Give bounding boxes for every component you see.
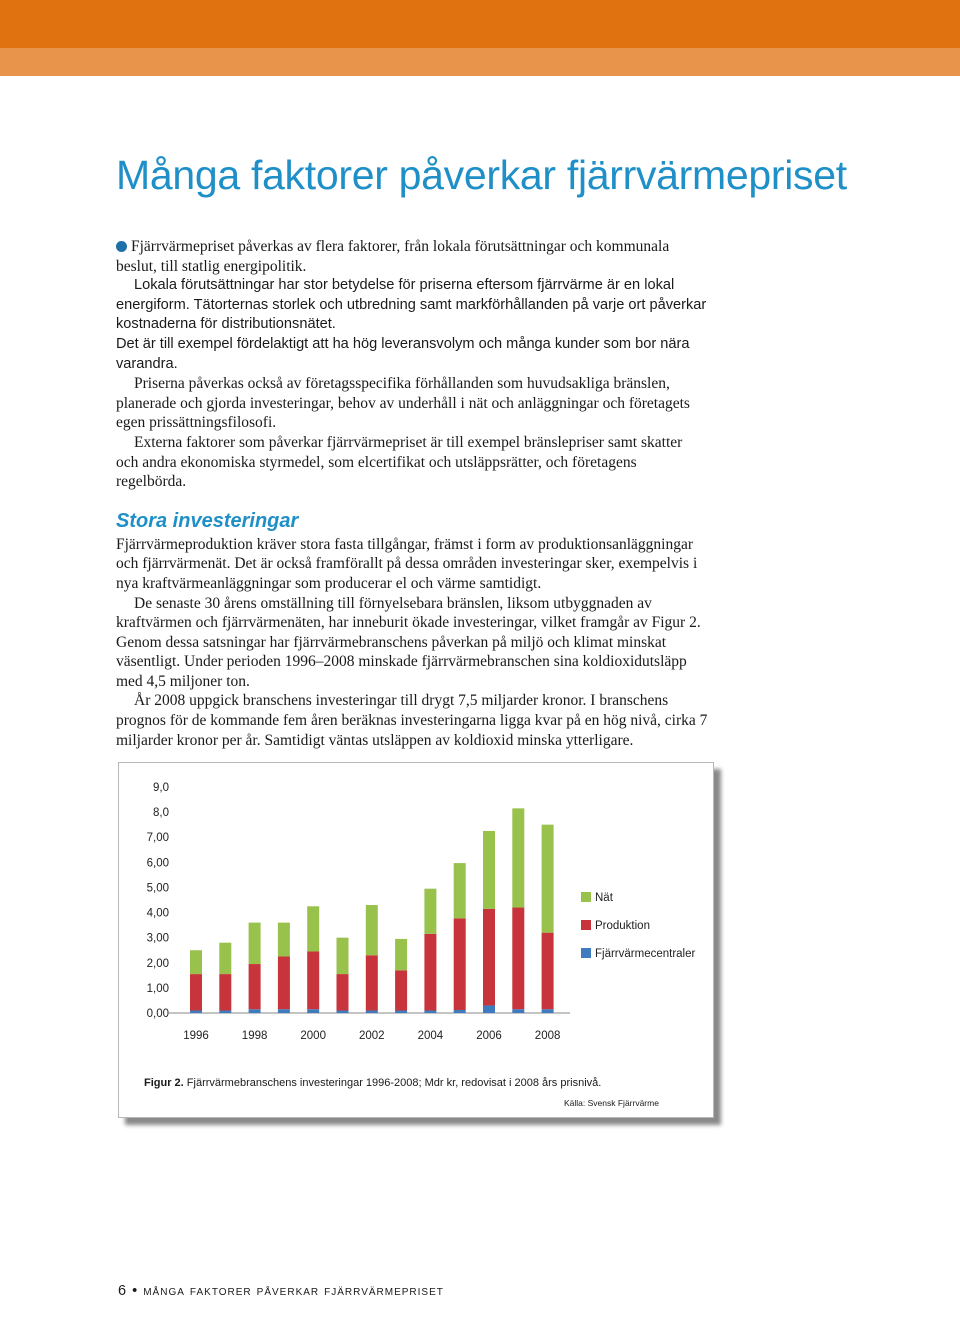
x-tick-label: 2006 <box>476 1030 502 1042</box>
legend-swatch <box>581 948 591 958</box>
x-tick-label: 2008 <box>534 1030 561 1042</box>
paragraph-exempel: Det är till exempel fördelaktigt att ha hög leveransvolym och många kunder som bor nära varandra. <box>116 335 690 372</box>
bar-segment-produktion <box>424 934 436 1011</box>
bar-segment-fjärrvärmecentraler <box>219 1010 231 1013</box>
footer-section-title: många faktorer påverkar fjärrvärmepriset <box>143 1283 444 1299</box>
page-title: Många faktorer påverkar fjärrvärmepriset <box>116 152 847 198</box>
bar-segment-nät <box>483 831 495 909</box>
investment-chart <box>119 763 713 1073</box>
x-tick-label: 1996 <box>183 1030 209 1042</box>
bar-segment-produktion <box>278 957 290 1010</box>
caption-label: Figur 2. <box>144 1077 184 1089</box>
y-tick-label: 5,00 <box>146 882 169 895</box>
y-tick-label: 9,0 <box>153 782 169 794</box>
body-text <box>116 237 708 750</box>
bar-segment-fjärrvärmecentraler <box>337 1010 349 1013</box>
bar-segment-produktion <box>483 909 495 1006</box>
y-tick-label: 0,00 <box>146 1008 169 1020</box>
bar-segment-produktion <box>542 933 554 1010</box>
paragraph-priserna: Priserna påverkas också av företagsspecifika förhållanden som huvudsakliga bränslen, planerade och gjorda investeringar, behov av underhåll i nät och anläggningar och företagets egen prissättningsfilosofi. <box>116 375 690 432</box>
bar-segment-produktion <box>366 955 378 1010</box>
legend-swatch <box>581 892 591 902</box>
x-axis-ticks <box>183 1030 560 1042</box>
y-tick-label: 6,00 <box>146 857 169 870</box>
bar-segment-nät <box>424 889 436 934</box>
x-tick-label: 2002 <box>359 1030 385 1042</box>
paragraph-produktion: Fjärrvärmeproduktion kräver stora fasta tillgångar, främst i form av produktionsanläggningar och fjärrvärmenät. Det är också framförallt på dessa områden investeringar sker, exempelvis i nya kraftvärmeanläggningar som producerar el och värme samtidigt. <box>116 535 698 592</box>
y-axis-ticks <box>147 782 169 1020</box>
bar-segment-fjärrvärmecentraler <box>424 1010 436 1013</box>
figure-investments <box>118 762 714 1118</box>
bar-segment-fjärrvärmecentraler <box>307 1009 319 1013</box>
page-footer <box>118 1283 444 1299</box>
figure-caption <box>144 1077 601 1089</box>
bar-segment-fjärrvärmecentraler <box>454 1010 466 1013</box>
bar-segment-nät <box>190 950 202 974</box>
chart-legend <box>581 892 695 960</box>
paragraph-2008: År 2008 uppgick branschens investeringar till drygt 7,5 miljarder kronor. I branschens prognos för de kommande fem åren beräknas investeringarna ligga kvar på en hög nivå, cirka 7 miljarder kronor per år. Samtidigt väntas utsläppen av koldioxid minska ytterligare. <box>116 692 708 749</box>
page-number: 6 <box>118 1283 128 1299</box>
legend-label: Fjärrvärmecentraler <box>595 948 696 960</box>
bar-segment-nät <box>337 938 349 974</box>
bar-segment-nät <box>219 943 231 974</box>
bar-segment-nät <box>249 923 261 964</box>
paragraph-intro: Fjärrvärmepriset påverkas av flera faktorer, från lokala förutsättningar och kommunala beslut, till statlig energipolitik. <box>116 238 670 275</box>
bar-segment-nät <box>278 923 290 957</box>
y-tick-label: 7,00 <box>146 832 169 845</box>
bar-segment-produktion <box>307 951 319 1009</box>
bar-segment-produktion <box>190 974 202 1010</box>
bar-segment-nät <box>512 808 524 907</box>
bullet-icon <box>116 241 127 252</box>
paragraph-lokala: Lokala förutsättningar har stor betydelse för priserna eftersom fjärrvärme är en lokal energiform. Tätorternas storlek och utbredning samt markförhållanden på varje ort påverkar kostnaderna för distributionsnätet. <box>116 277 707 333</box>
footer-separator: • <box>132 1283 139 1299</box>
figure-source: Källa: Svensk Fjärrvärme <box>564 1098 659 1108</box>
bar-segment-produktion <box>395 970 407 1010</box>
y-tick-label: 1,00 <box>146 982 169 995</box>
bar-segment-fjärrvärmecentraler <box>395 1010 407 1013</box>
bar-segment-fjärrvärmecentraler <box>542 1009 554 1013</box>
y-tick-label: 8,0 <box>153 807 169 820</box>
bar-segment-fjärrvärmecentraler <box>512 1009 524 1013</box>
header-band-light <box>0 48 960 76</box>
paragraph-omstallning: De senaste 30 årens omställning till förnyelsebara bränslen, liksom utbyggnaden av kraftvärmen och fjärrvärmenäten, har inneburit ökade investeringar, vilket framgår av Figur 2. Genom dessa satsningar har fjärrvärmebranschens påverkan på miljö och klimat minskat väsentligt. Under perioden 1996–2008 minskade fjärrvärmebranschen sina koldioxidutsläpp med 4,5 miljoner ton. <box>116 594 701 690</box>
bar-stacks <box>190 808 554 1013</box>
x-tick-label: 2000 <box>300 1030 326 1042</box>
bar-segment-produktion <box>454 918 466 1010</box>
bar-segment-produktion <box>219 974 231 1010</box>
bar-segment-fjärrvärmecentraler <box>278 1009 290 1013</box>
paragraph-externa: Externa faktorer som påverkar fjärrvärmepriset är till exempel bränslepriser samt skatter och andra ekonomiska styrmedel, som elcertifikat och utsläppsrätter, och företagens regelbörda. <box>116 433 683 491</box>
subheading-stora-investeringar: Stora investeringar <box>116 509 299 532</box>
legend-label: Produktion <box>595 920 650 932</box>
bar-segment-fjärrvärmecentraler <box>366 1010 378 1013</box>
legend-swatch <box>581 920 591 930</box>
legend-label: Nät <box>595 892 613 904</box>
bar-segment-nät <box>366 905 378 955</box>
bar-segment-produktion <box>249 964 261 1009</box>
header-band-dark <box>0 0 960 48</box>
y-tick-label: 4,00 <box>146 907 169 920</box>
bar-segment-nät <box>542 825 554 933</box>
bar-segment-produktion <box>337 974 349 1010</box>
bar-segment-produktion <box>512 908 524 1010</box>
bar-segment-nät <box>454 863 466 918</box>
bar-segment-fjärrvärmecentraler <box>249 1009 261 1013</box>
caption-text: Fjärrvärmebranschens investeringar 1996-2008; Mdr kr, redovisat i 2008 års prisnivå. <box>183 1077 602 1089</box>
x-tick-label: 1998 <box>241 1030 268 1042</box>
bar-segment-fjärrvärmecentraler <box>190 1010 202 1013</box>
y-tick-label: 2,00 <box>146 957 169 970</box>
bar-segment-nät <box>307 906 319 951</box>
y-tick-label: 3,00 <box>146 932 169 945</box>
bar-segment-fjärrvärmecentraler <box>483 1005 495 1013</box>
bar-segment-nät <box>395 939 407 970</box>
x-tick-label: 2004 <box>417 1030 444 1042</box>
